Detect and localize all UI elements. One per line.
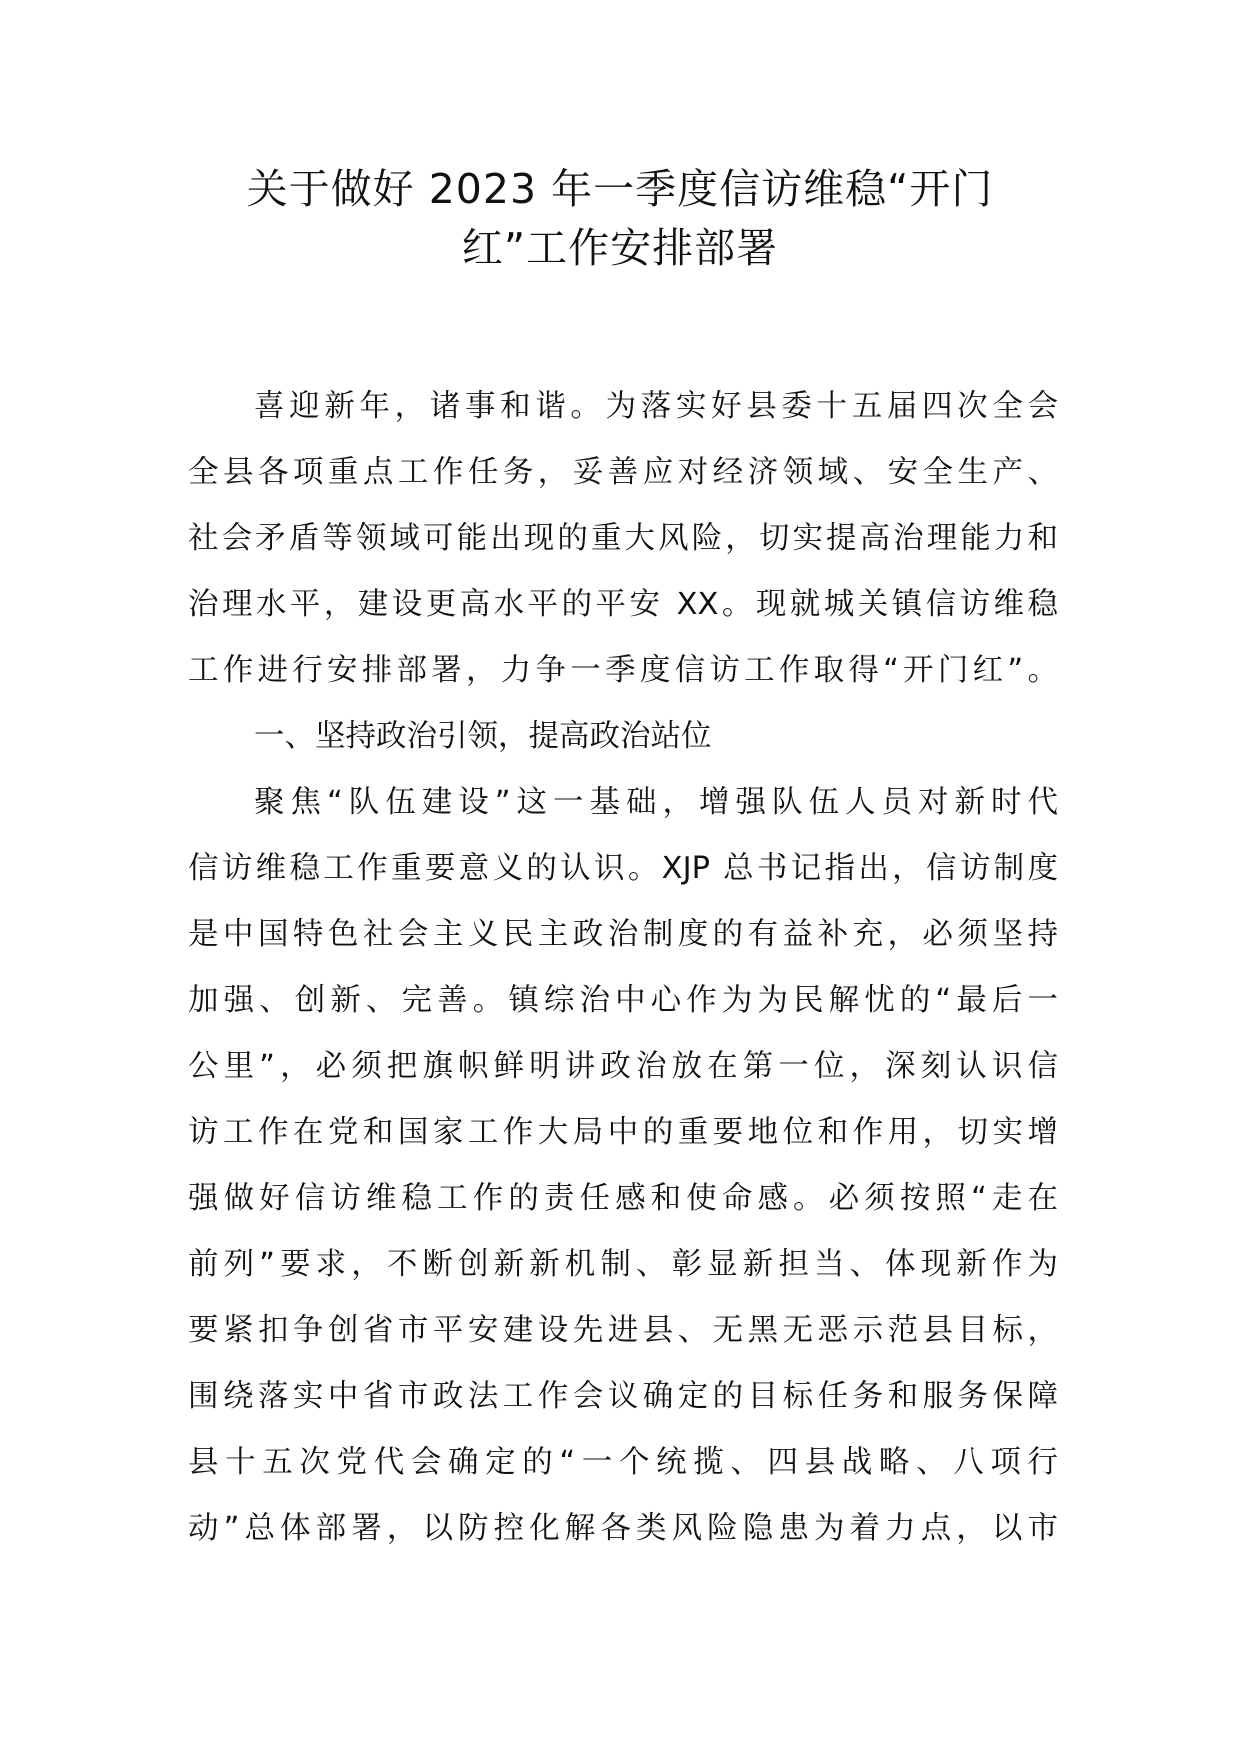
paragraph-line: 治理水平，建设更高水平的平安 XX。现就城关镇信访维稳: [188, 587, 1058, 622]
paragraph-line: 加强、创新、完善。镇综治中心作为为民解忧的“最后一: [188, 983, 1058, 1018]
paragraph-line: 围绕落实中省市政法工作会议确定的目标任务和服务保障: [188, 1379, 1058, 1414]
paragraph-line: 公里”，必须把旗帜鲜明讲政治放在第一位，深刻认识信: [188, 1049, 1058, 1084]
paragraph-line: 全县各项重点工作任务，妥善应对经济领域、安全生产、: [188, 455, 1058, 490]
paragraph-line: 县十五次党代会确定的“一个统揽、四县战略、八项行: [188, 1445, 1058, 1480]
paragraph-intro: [188, 374, 1058, 704]
paragraph-line: 访工作在党和国家工作大局中的重要地位和作用，切实增: [188, 1115, 1058, 1150]
paragraph-line: 是中国特色社会主义民主政治制度的有益补充，必须坚持: [188, 917, 1058, 952]
paragraph-line: 社会矛盾等领域可能出现的重大风险，切实提高治理能力和: [188, 521, 1058, 556]
paragraph-section-1: [188, 770, 1058, 1562]
paragraph-line: 前列”要求，不断创新新机制、彰显新担当、体现新作为: [188, 1247, 1058, 1282]
paragraph-line: 工作进行安排部署，力争一季度信访工作取得“开门红”。: [188, 653, 1058, 688]
title-line-1: 关于做好 2023 年一季度信访维稳“开门: [246, 165, 994, 213]
paragraph-line: 强做好信访维稳工作的责任感和使命感。必须按照“走在: [188, 1181, 1058, 1216]
title-line-2: 红”工作安排部署: [461, 224, 779, 272]
paragraph-line: 喜迎新年，诸事和谐。为落实好县委十五届四次全会: [254, 389, 1058, 424]
document-title: [190, 160, 1050, 278]
document-body: [188, 374, 1058, 1562]
paragraph-line: 动”总体部署，以防控化解各类风险隐患为着力点，以市: [188, 1511, 1058, 1546]
paragraph-line: 信访维稳工作重要意义的认识。XJP 总书记指出，信访制度: [188, 851, 1058, 886]
section-heading: 一、坚持政治引领，提高政治站位: [254, 719, 712, 754]
paragraph-line: 聚焦“队伍建设”这一基础，增强队伍人员对新时代: [254, 785, 1058, 820]
paragraph-line: 要紧扣争创省市平安建设先进县、无黑无恶示范县目标，: [188, 1313, 1058, 1348]
